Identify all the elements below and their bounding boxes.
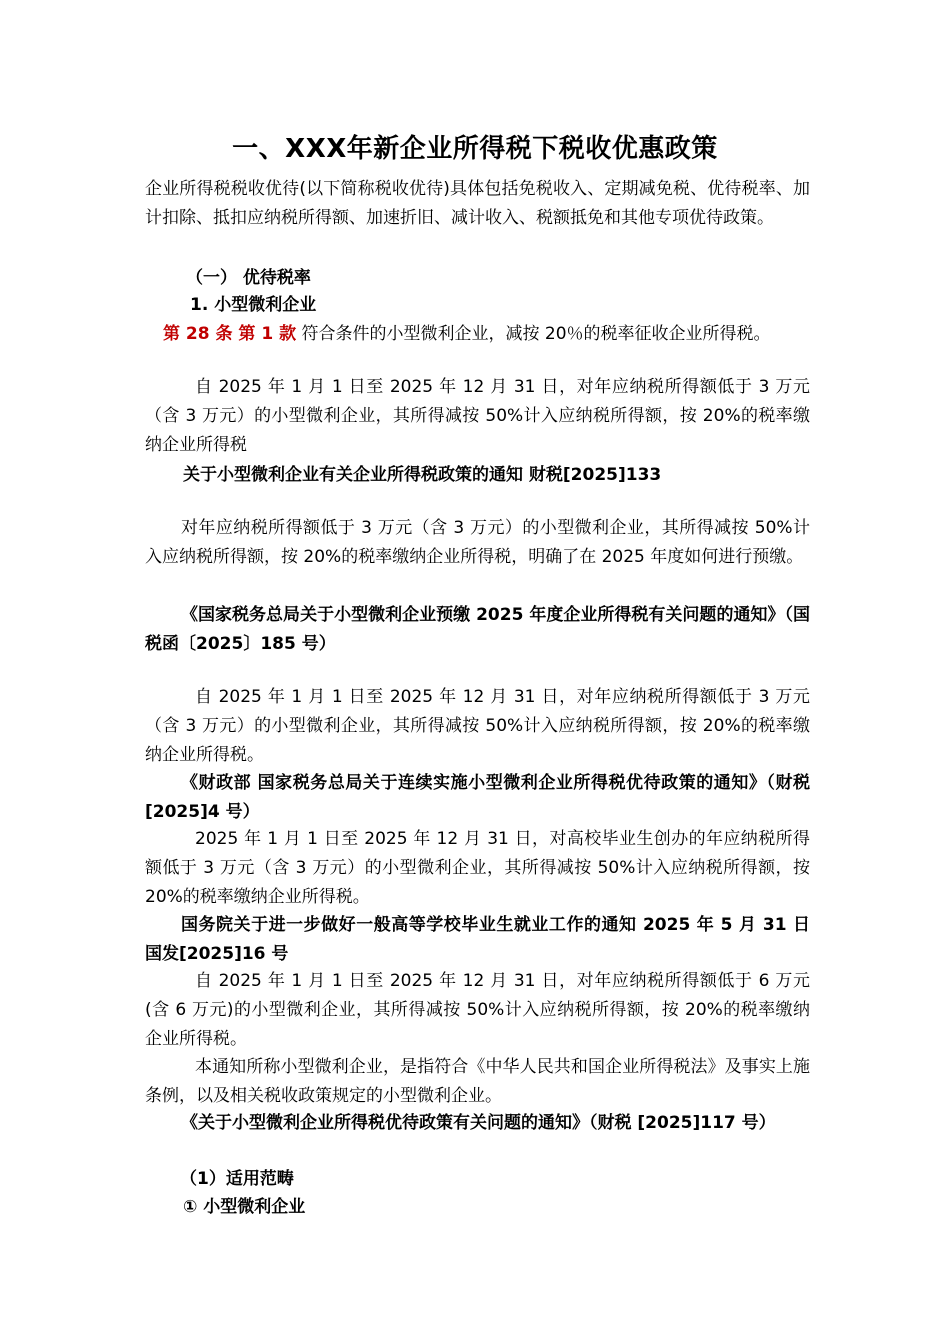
list-heading: （1）适用范畴 <box>180 1169 294 1189</box>
policy-reference-1: 关于小型微利企业有关企业所得税政策的通知 财税[2025]133 <box>183 465 662 485</box>
page-title: 一、XXX年新企业所得税下税收优惠政策 <box>232 134 718 164</box>
policy-paragraph-6: 本通知所称小型微利企业，是指符合《中华人民共和国企业所得税法》及事实上施条例，以及相关税收政策规定的小型微利企业。 <box>145 1057 810 1106</box>
article-paragraph <box>163 320 823 349</box>
section-heading: （一） 优待税率 <box>186 268 311 288</box>
subsection-heading: 1. 小型微利企业 <box>190 295 317 315</box>
policy-reference-2: 《国家税务总局关于小型微利企业预缴 2025 年度企业所得税有关问题的通知》（国税函〔2025〕185 号） <box>145 605 810 654</box>
policy-paragraph-2: 对年应纳税所得额低于 3 万元（含 3 万元）的小型微利企业，其所得减按 50%计入应纳税所得额，按 20%的税率缴纳企业所得税，明确了在 2025 年度如何进行预缴。 <box>145 518 810 567</box>
article-reference: 第 28 条 第 1 款 <box>163 324 297 344</box>
policy-paragraph-1: 自 2025 年 1 月 1 日至 2025 年 12 月 31 日，对年应纳税所得额低于 3 万元（含 3 万元）的小型微利企业，其所得减按 50%计入应纳税所得额，按 20%的税率缴纳企业所得税 <box>145 377 810 455</box>
policy-reference-3: 《财政部 国家税务总局关于连续实施小型微利企业所得税优待政策的通知》（财税[2025]4 号） <box>145 773 810 822</box>
policy-reference-5: 《关于小型微利企业所得税优待政策有关问题的通知》（财税 [2025]117 号） <box>181 1113 776 1133</box>
policy-paragraph-5: 自 2025 年 1 月 1 日至 2025 年 12 月 31 日，对年应纳税所得额低于 6 万元(含 6 万元)的小型微利企业，其所得减按 50%计入应纳税所得额，按 20%的税率缴纳企业所得税。 <box>145 971 810 1049</box>
policy-paragraph-4: 2025 年 1 月 1 日至 2025 年 12 月 31 日，对高校毕业生创办的年应纳税所得额低于 3 万元（含 3 万元）的小型微利企业，其所得减按 50%计入应纳税所得额，按 20%的税率缴纳企业所得税。 <box>145 829 810 907</box>
intro-paragraph: 企业所得税税收优待(以下简称税收优待)具体包括免税收入、定期减免税、优待税率、加计扣除、抵扣应纳税所得额、加速折旧、减计收入、税额抵免和其他专项优待政策。 <box>145 179 810 228</box>
policy-paragraph-3: 自 2025 年 1 月 1 日至 2025 年 12 月 31 日，对年应纳税所得额低于 3 万元（含 3 万元）的小型微利企业，其所得减按 50%计入应纳税所得额，按 20%的税率缴纳企业所得税。 <box>145 687 810 765</box>
policy-reference-4: 国务院关于进一步做好一般高等学校毕业生就业工作的通知 2025 年 5 月 31 日 国发[2025]16 号 <box>145 915 810 964</box>
list-item: ① 小型微利企业 <box>183 1197 306 1217</box>
article-text: 符合条件的小型微利企业，减按 20％的税率征收企业所得税。 <box>296 324 771 344</box>
